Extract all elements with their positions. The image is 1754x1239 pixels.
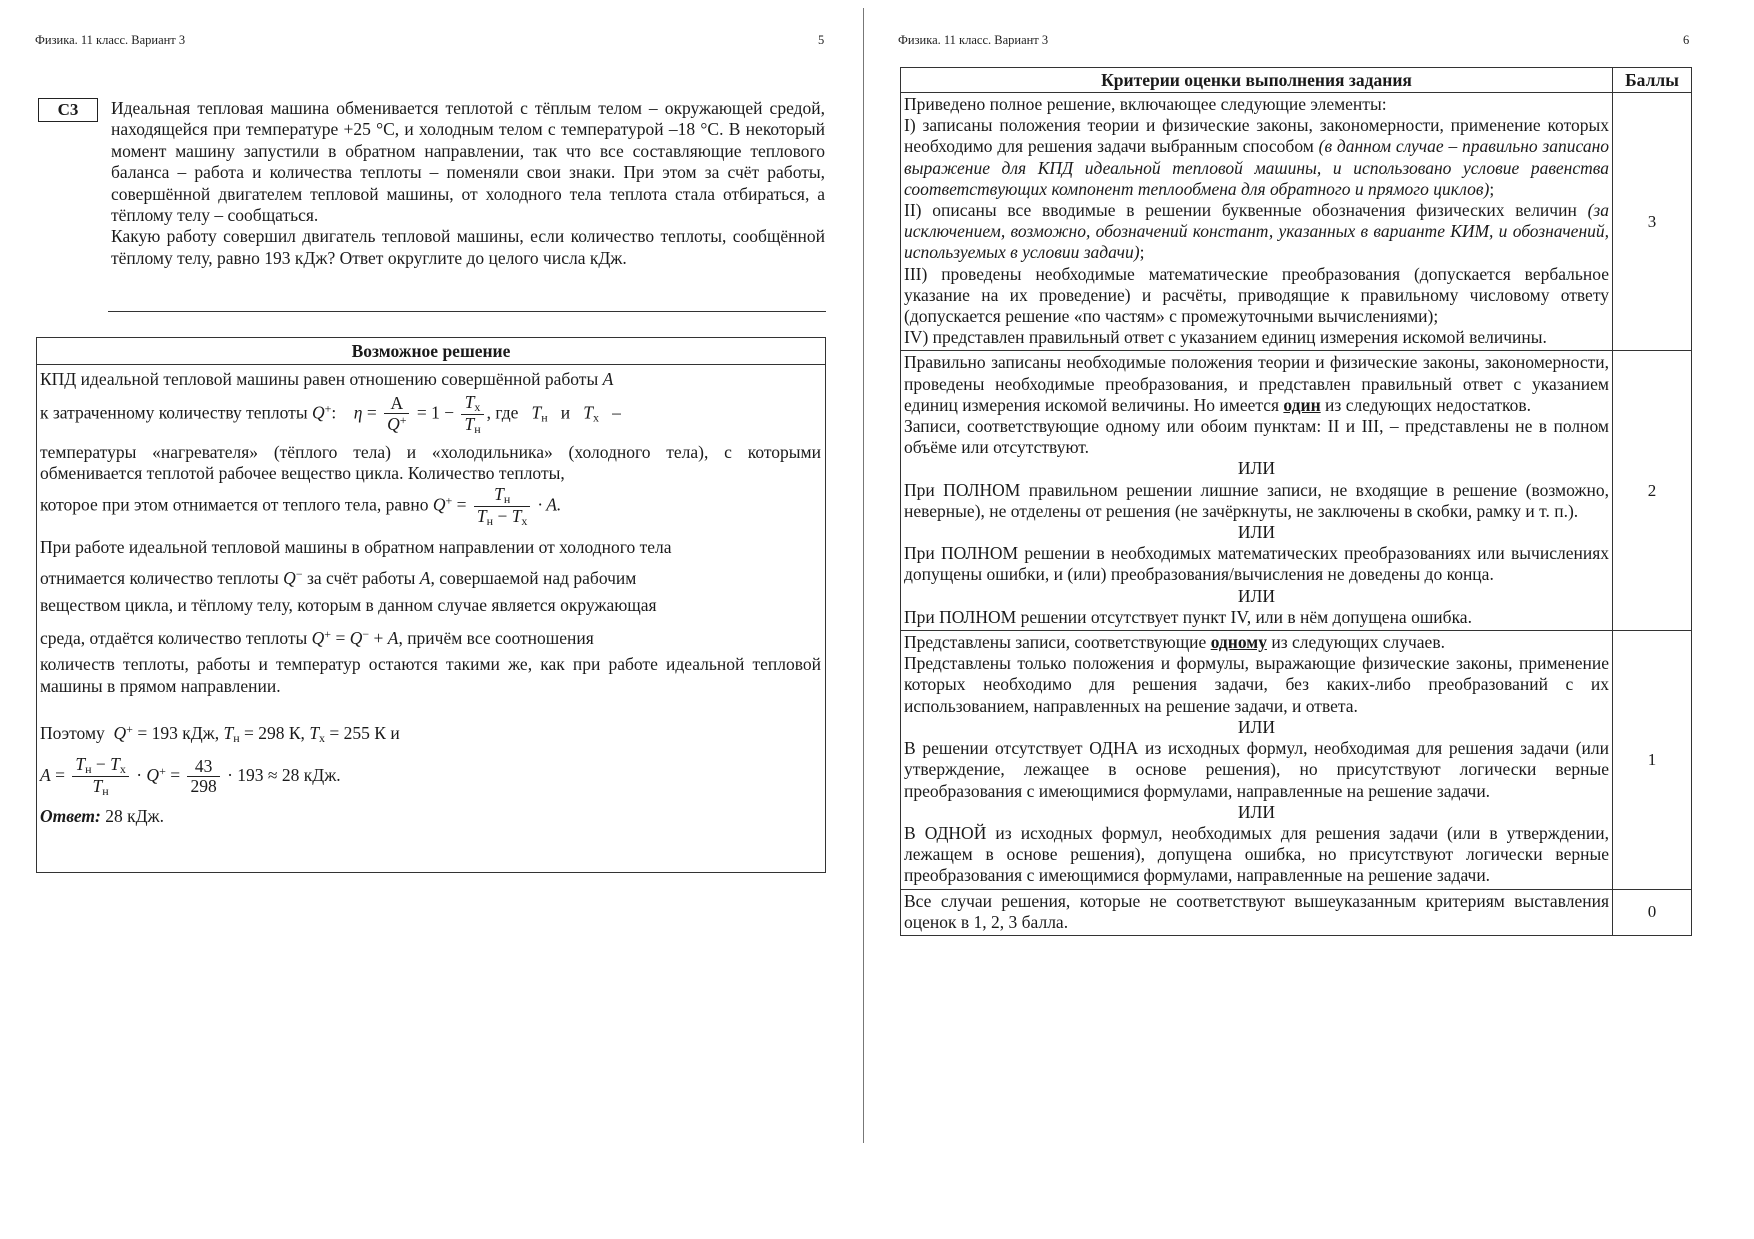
or-separator: ИЛИ bbox=[1237, 716, 1276, 737]
points-value: 2 bbox=[1613, 351, 1692, 631]
page-header-left: Физика. 11 класс. Вариант 3 bbox=[35, 33, 186, 47]
criteria-table bbox=[900, 67, 1692, 936]
points-column-header: Баллы bbox=[1613, 68, 1692, 93]
page-number-left: 5 bbox=[818, 33, 825, 47]
solution-line-6: отнимается количество теплоты Q− за счёт работы A, совершаемой над рабочим bbox=[40, 567, 637, 589]
criteria-column-header: Критерии оценки выполнения задания bbox=[901, 68, 1613, 93]
kpd-fraction: $\frac{A}{Q^+}$ bbox=[384, 394, 409, 435]
task-text-2: Какую работу совершил двигатель тепловой машины, если количество теплоты, сообщённой тёплому телу, равно 193 кДж? Ответ округлите до целого числа кДж. bbox=[111, 226, 825, 268]
solution-line-5: При работе идеальной тепловой машины в обратном направлении от холодного тела bbox=[40, 537, 672, 558]
solution-title: Возможное решение bbox=[37, 338, 825, 365]
solution-line-7: веществом цикла, и тёплому телу, которым в данном случае является окружающая bbox=[40, 595, 657, 616]
or-separator: ИЛИ bbox=[1237, 522, 1276, 543]
solution-line-8: среда, отдаётся количество теплоты Q+ = Q− + A, причём все соотношения bbox=[40, 627, 594, 649]
or-separator: ИЛИ bbox=[1237, 585, 1276, 606]
solution-box bbox=[36, 337, 826, 873]
points-value: 0 bbox=[1613, 889, 1692, 935]
or-separator: ИЛИ bbox=[1237, 458, 1276, 479]
solution-q-plus-formula-line: которое при этом отнимается от теплого тела, равно Q+ = $\frac{T_н}{T_н - T_х}$ · A. bbox=[40, 483, 562, 529]
solution-line-1: КПД идеальной тепловой машины равен отношению совершённой работы A bbox=[40, 369, 614, 389]
final-numeric-fraction: $\frac{43}{298}$ bbox=[187, 757, 219, 797]
points-value: 3 bbox=[1613, 93, 1692, 351]
task-statement bbox=[111, 98, 825, 269]
solution-body bbox=[37, 365, 825, 828]
criteria-row-3: Приведено полное решение, включающее следующие элементы: I) записаны положения теории и физические законы, закономерности, применение которых необходимо для решения задачи выбранным способом (в данном случае – правильно записано выражение для КПД идеальной тепловой машины, и использовано условие равенства соответствующих компонент теплообмена для обратного и прямого циклов); II) описаны все вводимые в решении буквенные обозначения физических величин (за исключением, возможно, обозначений констант, указанных в варианте КИМ, и обозначений, используемых в условии задачи); III) проведены необходимые математические преобразования (допускается вербальное указание на их проведение) и расчёты, приводящие к правильному числовому ответу (допускается решение «по частям» с промежуточными вычислениями); IV) представлен правильный ответ с указанием единиц измерения искомой величины. 3 bbox=[901, 93, 1692, 351]
page-header-right: Физика. 11 класс. Вариант 3 bbox=[898, 33, 1049, 47]
final-temperature-fraction: $\frac{T_н - T_х}{T_н}$ bbox=[72, 755, 129, 798]
solution-line-9: количеств теплоты, работы и температур остаются такими же, как при работе идеальной тепловой машины в прямом направлении. bbox=[40, 654, 821, 696]
or-separator: ИЛИ bbox=[1237, 801, 1276, 822]
solution-kpd-formula-line: к затраченному количеству теплоты Q+: η = $\frac{A}{Q^+}$ = 1 − $\frac{T_х}{T_н}$ , где $T_н$ и $T_х$ – bbox=[40, 391, 621, 436]
points-value: 1 bbox=[1613, 631, 1692, 889]
temperature-ratio-fraction: $\frac{T_х}{T_н}$ bbox=[461, 393, 483, 436]
task-text-1: Идеальная тепловая машина обменивается теплотой с тёплым телом – окружающей средой, находящейся при температуре +25 °С, и холодным телом с температурой –18 °С. В некоторый момент машину запустили в обратном направлении, так что все составляющие теплового баланса – работа и количества теплоты – поменяли свои знаки. При этом за счёт работы, совершённой двигателем тепловой машины, от холодного тела теплота стала отбираться, а тёплому телу – сообщаться. bbox=[111, 98, 825, 226]
page-number-right: 6 bbox=[1683, 33, 1690, 47]
solution-final-formula: A = $\frac{T_н - T_х}{T_н}$ · Q+ = $\frac{43}{298}$ · 193 ≈ 28 кДж. bbox=[40, 754, 341, 799]
solution-given-values: Поэтому Q+ = 193 кДж, $T_н = 298$ К, $T_х = 255$ К и bbox=[40, 722, 400, 746]
criteria-row-1: Представлены записи, соответствующие одному из следующих случаев. Представлены только положения и формулы, выражающие физические законы, применение которых необходимо для решения задачи, без каких-либо преобразований с их использованием, направленных на решение задачи, и ответа. ИЛИ В решении отсутствует ОДНА из исходных формул, необходимая для решения задачи (или утверждение, лежащее в основе решения), но присутствуют логически верные преобразования с имеющимися формулами, направленные на решение задачи. ИЛИ В ОДНОЙ из исходных формул, необходимых для решения задачи (или в утверждении, лежащем в основе решения), допущена ошибка, но присутствуют логически верные преобразования с имеющимися формулами, направленные на решение задачи. 1 bbox=[901, 631, 1692, 889]
q-plus-fraction: $\frac{T_н}{T_н - T_х}$ bbox=[474, 485, 531, 528]
solution-answer: Ответ: 28 кДж. bbox=[40, 806, 164, 827]
task-rule-divider bbox=[108, 311, 826, 312]
criteria-table-header bbox=[901, 68, 1692, 93]
criteria-row-2: Правильно записаны необходимые положения теории и физические законы, закономерности, проведены необходимые преобразования, и представлен правильный ответ с указанием единиц измерения искомой величины. Но имеется один из следующих недостатков. Записи, соответствующие одному или обоим пунктам: II и III, – представлены не в полном объёме или отсутствуют. ИЛИ При ПОЛНОМ правильном решении лишние записи, не входящие в решение (возможно, неверные), не отделены от решения (не зачёркнуты, не заключены в скобки, рамку и т. п.). ИЛИ При ПОЛНОМ решении в необходимых математических преобразованиях или вычислениях допущены ошибки, и (или) преобразования/вычисления не доведены до конца. ИЛИ При ПОЛНОМ решении отсутствует пункт IV, или в нём допущена ошибка. 2 bbox=[901, 351, 1692, 631]
page-divider bbox=[863, 8, 864, 1143]
criteria-row-0: Все случаи решения, которые не соответствуют вышеуказанным критериям выставления оценок в 1, 2, 3 балла. 0 bbox=[901, 889, 1692, 935]
solution-line-3: температуры «нагревателя» (тёплого тела) и «холодильника» (холодного тела), с которыми обменивается теплотой рабочее вещество цикла. Количество теплоты, bbox=[40, 441, 821, 484]
task-id-label: С3 bbox=[38, 98, 98, 122]
